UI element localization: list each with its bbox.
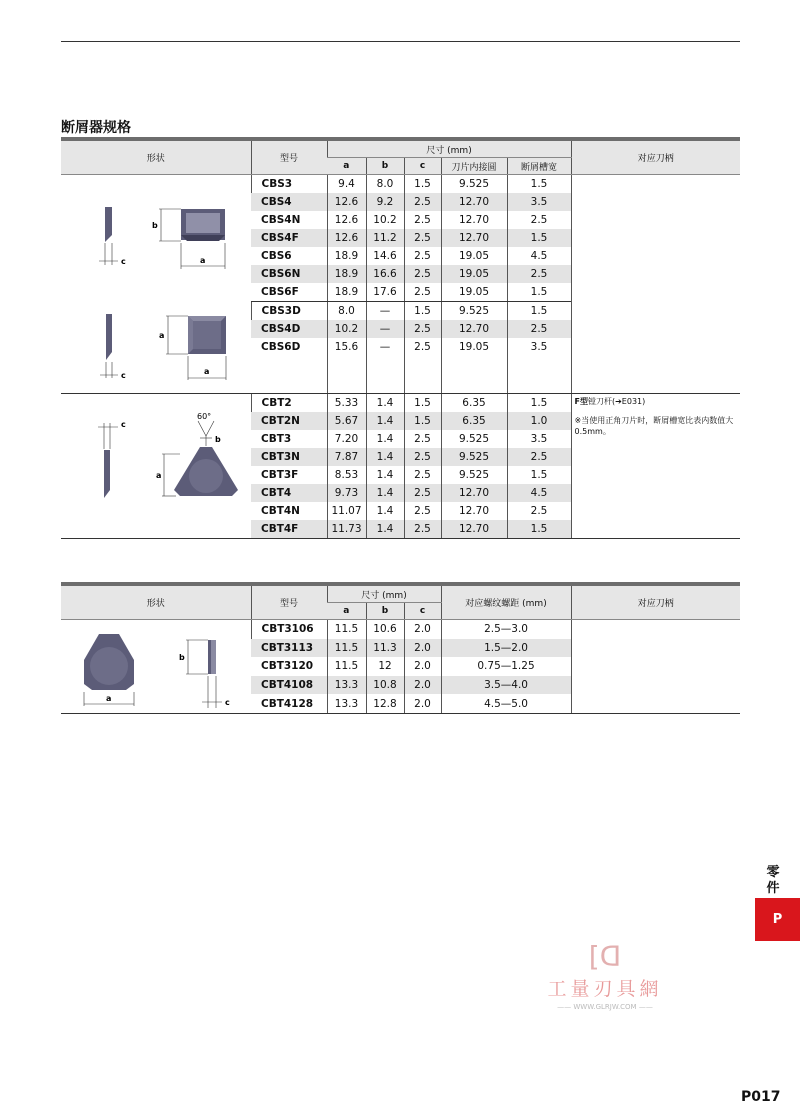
b-cell: 9.2 — [366, 193, 404, 211]
pitch-cell: 4.5—5.0 — [441, 694, 571, 713]
holder-cell — [571, 620, 740, 714]
groove-cell: 2.5 — [507, 448, 571, 466]
svg-text:c: c — [224, 698, 230, 707]
model-cell: CBT4N — [261, 504, 300, 517]
model-cell: CBS3D — [251, 302, 327, 321]
ic-cell: 9.525 — [441, 175, 507, 194]
a-cell: 11.5 — [327, 657, 366, 676]
header-b: b — [366, 158, 404, 175]
empty-cell — [366, 356, 404, 374]
a-cell: 13.3 — [327, 676, 366, 695]
holder-note — [571, 393, 740, 538]
groove-cell: 3.5 — [507, 193, 571, 211]
c-cell: 1.5 — [404, 175, 441, 194]
header-shape: 形状 — [61, 141, 251, 175]
a-cell: 5.67 — [327, 412, 366, 430]
cbsd-insert-diagram — [66, 302, 246, 390]
ic-cell: 12.70 — [441, 502, 507, 520]
header-holder: 对应刀柄 — [571, 141, 740, 175]
a-cell: 12.6 — [327, 193, 366, 211]
a-cell: 8.53 — [327, 466, 366, 484]
pitch-cell: 2.5—3.0 — [441, 620, 571, 639]
header-model: 型号 — [251, 586, 327, 620]
model-cell: CBT3F — [261, 468, 299, 481]
ic-cell: 12.70 — [441, 320, 507, 338]
a-cell: 8.0 — [327, 302, 366, 321]
a-cell: 13.3 — [327, 694, 366, 713]
svg-text:b: b — [178, 653, 185, 662]
model-cell: CBS4D — [251, 320, 327, 338]
b-cell: 1.4 — [366, 466, 404, 484]
chipbreaker-table — [61, 141, 740, 539]
ic-cell: 12.70 — [441, 211, 507, 229]
holder-cell — [571, 175, 740, 302]
c-cell: 1.5 — [404, 393, 441, 412]
a-cell: 12.6 — [327, 211, 366, 229]
groove-cell: 1.5 — [507, 520, 571, 539]
model-cell: CBT3120 — [261, 660, 314, 673]
groove-cell: 1.5 — [507, 393, 571, 412]
threading-breaker-table — [61, 586, 740, 714]
empty-cell — [251, 374, 327, 393]
empty-cell — [327, 374, 366, 393]
model-cell: CBS3 — [251, 175, 327, 194]
b-cell: 1.4 — [366, 430, 404, 448]
header-b: b — [366, 603, 404, 620]
model-cell: CBT4108 — [251, 676, 327, 695]
ic-cell: 9.525 — [441, 430, 507, 448]
section-tab-p[interactable]: P — [755, 898, 800, 941]
pitch-cell: 1.5—2.0 — [441, 639, 571, 658]
a-cell: 5.33 — [327, 393, 366, 412]
empty-cell — [404, 356, 441, 374]
c-cell: 2.5 — [404, 265, 441, 283]
header-dims: 尺寸 (mm) — [327, 586, 441, 603]
b-cell: 1.4 — [366, 393, 404, 412]
header-model: 型号 — [251, 141, 327, 175]
cbt-insert-diagram — [66, 394, 246, 534]
a-cell: 9.4 — [327, 175, 366, 194]
model-cell: CBS6N — [251, 265, 327, 283]
b-cell: 11.3 — [366, 639, 404, 658]
b-cell: 16.6 — [366, 265, 404, 283]
svg-text:c: c — [120, 370, 126, 380]
page-number: P017 — [741, 1089, 781, 1105]
a-cell: 15.6 — [327, 338, 366, 356]
groove-cell: 1.5 — [507, 175, 571, 194]
c-cell: 2.5 — [404, 193, 441, 211]
a-cell: 12.6 — [327, 229, 366, 247]
cbs-insert-diagram — [66, 177, 246, 297]
a-cell: 18.9 — [327, 283, 366, 302]
b-cell: 1.4 — [366, 448, 404, 466]
model-cell: CBT2 — [251, 393, 327, 412]
groove-cell: 1.0 — [507, 412, 571, 430]
model-cell: CBS4F — [251, 229, 327, 247]
a-cell: 18.9 — [327, 265, 366, 283]
watermark-name: 工量刃具網 — [547, 978, 663, 1000]
shape-cbt-thread-diagram — [61, 620, 251, 714]
b-cell: 11.2 — [366, 229, 404, 247]
b-cell: — — [366, 302, 404, 321]
watermark — [530, 940, 680, 1011]
c-cell: 2.5 — [404, 502, 441, 520]
shape-cbt-diagram — [61, 393, 251, 538]
header-thread-pitch: 对应螺纹螺距 (mm) — [441, 586, 571, 620]
header-a: a — [327, 603, 366, 620]
header-shape: 形状 — [61, 586, 251, 620]
ic-cell: 12.70 — [441, 193, 507, 211]
watermark-logo: [ᗡ — [588, 940, 622, 973]
empty-cell — [441, 374, 507, 393]
a-cell: 11.5 — [327, 639, 366, 658]
section-side-label: 零件 — [766, 865, 780, 896]
ic-cell: 19.05 — [441, 283, 507, 302]
a-cell: 11.07 — [327, 502, 366, 520]
cbt-thread-insert-diagram — [66, 620, 246, 710]
c-cell: 2.5 — [404, 338, 441, 356]
model-cell: CBS4 — [251, 193, 327, 211]
empty-cell — [404, 374, 441, 393]
ic-cell: 6.35 — [441, 393, 507, 412]
a-cell: 9.73 — [327, 484, 366, 502]
ic-cell: 9.525 — [441, 466, 507, 484]
c-cell: 2.5 — [404, 247, 441, 265]
c-cell: 2.5 — [404, 466, 441, 484]
header-holder: 对应刀柄 — [571, 586, 740, 620]
c-cell: 2.0 — [404, 657, 441, 676]
svg-text:a: a — [199, 255, 206, 265]
c-cell: 1.5 — [404, 302, 441, 321]
c-cell: 2.0 — [404, 639, 441, 658]
model-cell: CBS6F — [251, 283, 327, 302]
c-cell: 1.5 — [404, 412, 441, 430]
svg-text:b: b — [214, 435, 221, 444]
section-title: 断屑器规格 — [61, 120, 131, 136]
header-dims: 尺寸 (mm) — [327, 141, 571, 158]
c-cell: 2.0 — [404, 676, 441, 695]
empty-cell — [507, 374, 571, 393]
shape-cbsd-diagram — [61, 302, 251, 394]
model-cell: CBT2N — [251, 412, 327, 430]
c-cell: 2.0 — [404, 620, 441, 639]
model-cell: CBT4F — [251, 520, 327, 539]
groove-cell: 2.5 — [507, 320, 571, 338]
c-cell: 2.5 — [404, 229, 441, 247]
ic-cell: 12.70 — [441, 484, 507, 502]
groove-cell: 2.5 — [507, 502, 571, 520]
b-cell: 1.4 — [366, 412, 404, 430]
a-cell: 11.5 — [327, 620, 366, 639]
c-cell: 2.5 — [404, 484, 441, 502]
ic-cell: 9.525 — [441, 302, 507, 321]
groove-cell: 3.5 — [507, 430, 571, 448]
model-cell: CBS4N — [261, 214, 301, 226]
b-cell: 1.4 — [366, 502, 404, 520]
b-cell: 12 — [366, 657, 404, 676]
b-cell: 12.8 — [366, 694, 404, 713]
a-cell: 10.2 — [327, 320, 366, 338]
empty-cell — [441, 356, 507, 374]
svg-text:a: a — [105, 694, 112, 703]
model-cell: CBT4 — [251, 484, 327, 502]
model-cell: CBT4128 — [251, 694, 327, 713]
header-inscribed-circle: 刀片内接圆 — [441, 158, 507, 175]
b-cell: — — [366, 338, 404, 356]
c-cell: 2.5 — [404, 430, 441, 448]
c-cell: 2.5 — [404, 211, 441, 229]
model-cell: CBT3 — [261, 432, 292, 445]
groove-cell: 4.5 — [507, 484, 571, 502]
watermark-url: —— WWW.GLRJW.COM —— — [557, 1003, 653, 1011]
groove-cell: 2.5 — [507, 211, 571, 229]
ic-cell: 12.70 — [441, 520, 507, 539]
b-cell: — — [366, 320, 404, 338]
ic-cell: 12.70 — [441, 229, 507, 247]
svg-text:b: b — [151, 220, 158, 230]
top-rule — [61, 41, 740, 42]
ic-cell: 19.05 — [441, 247, 507, 265]
a-cell: 7.87 — [327, 448, 366, 466]
empty-cell — [366, 374, 404, 393]
svg-text:c: c — [120, 256, 126, 266]
shape-cbs-diagram — [61, 175, 251, 302]
header-groove-width: 断屑槽宽 — [507, 158, 571, 175]
b-cell: 1.4 — [366, 520, 404, 539]
holder-note-body: ※当使用正角刀片时，断屑槽宽比表内数值大0.5mm。 — [574, 415, 734, 436]
header-c: c — [404, 158, 441, 175]
b-cell: 14.6 — [366, 247, 404, 265]
c-cell: 2.5 — [404, 283, 441, 302]
header-c: c — [404, 603, 441, 620]
c-cell: 2.5 — [404, 320, 441, 338]
header-a: a — [327, 158, 366, 175]
b-cell: 1.4 — [366, 484, 404, 502]
empty-cell — [327, 356, 366, 374]
a-cell: 7.20 — [327, 430, 366, 448]
ic-cell: 9.525 — [441, 448, 507, 466]
svg-text:c: c — [120, 420, 126, 429]
groove-cell: 1.5 — [507, 229, 571, 247]
svg-text:a: a — [203, 366, 210, 376]
ic-cell: 6.35 — [441, 412, 507, 430]
b-cell: 8.0 — [366, 175, 404, 194]
svg-text:a: a — [155, 471, 162, 480]
empty-cell — [507, 356, 571, 374]
c-cell: 2.5 — [404, 448, 441, 466]
b-cell: 17.6 — [366, 283, 404, 302]
b-cell: 10.8 — [366, 676, 404, 695]
a-cell: 11.73 — [327, 520, 366, 539]
c-cell: 2.0 — [404, 694, 441, 713]
svg-text:a: a — [158, 330, 165, 340]
model-cell: CBS6D — [261, 341, 301, 354]
groove-cell: 3.5 — [507, 338, 571, 356]
b-cell: 10.2 — [366, 211, 404, 229]
model-cell: CBT3113 — [251, 639, 327, 658]
holder-cell — [571, 302, 740, 394]
model-cell: CBS6 — [261, 250, 292, 262]
model-cell: CBT3N — [251, 448, 327, 466]
ic-cell: 19.05 — [441, 265, 507, 283]
groove-cell: 1.5 — [507, 283, 571, 302]
c-cell: 2.5 — [404, 520, 441, 539]
pitch-cell: 3.5—4.0 — [441, 676, 571, 695]
a-cell: 18.9 — [327, 247, 366, 265]
model-cell: CBT3106 — [251, 620, 327, 639]
groove-cell: 2.5 — [507, 265, 571, 283]
empty-cell — [251, 356, 327, 374]
b-cell: 10.6 — [366, 620, 404, 639]
holder-note-title: F型镗刀杆(➔E031) — [574, 396, 646, 406]
groove-cell: 4.5 — [507, 247, 571, 265]
groove-cell: 1.5 — [507, 302, 571, 321]
groove-cell: 1.5 — [507, 466, 571, 484]
pitch-cell: 0.75—1.25 — [441, 657, 571, 676]
ic-cell: 19.05 — [441, 338, 507, 356]
svg-text:60°: 60° — [196, 412, 211, 421]
